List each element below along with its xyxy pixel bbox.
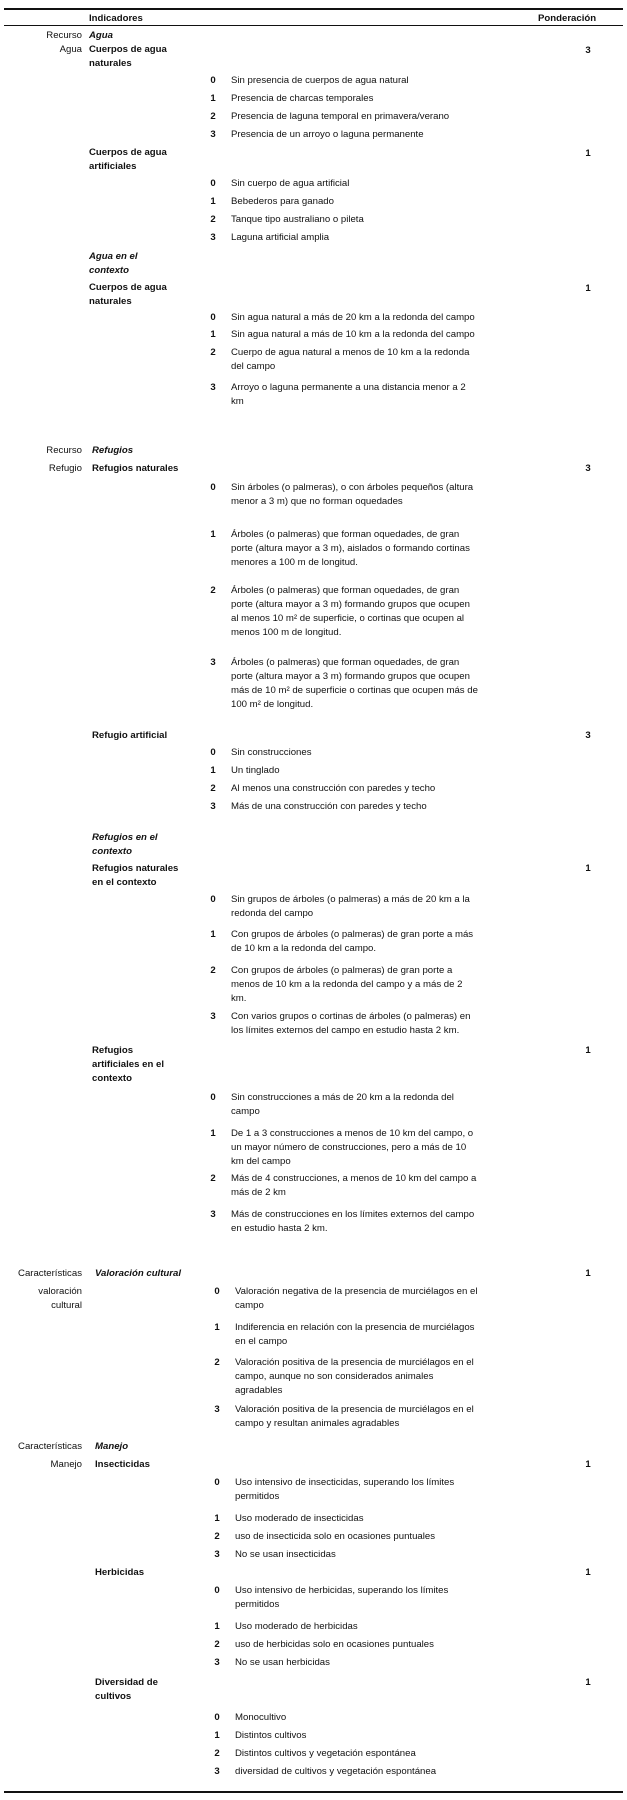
header-indicadores: Indicadores	[89, 13, 143, 24]
score-number: 1	[210, 1128, 216, 1139]
option-text: campo y resultan animales agradables	[235, 1418, 400, 1429]
option-text: menor a 3 m) que no forman oquedades	[231, 496, 403, 507]
indicator-label: Cuerpos de agua	[89, 282, 167, 293]
option-text: los límites externos del campo en estudio hasta 2 km.	[231, 1025, 460, 1036]
option-text: Más de 4 construcciones, a menos de 10 km del campo a	[231, 1173, 477, 1184]
score-number: 1	[210, 93, 216, 104]
score-number: 3	[214, 1766, 220, 1777]
score-number: 0	[210, 1092, 216, 1103]
score-number: 3	[214, 1404, 220, 1415]
option-text: Cuerpo de agua natural a menos de 10 km a la redonda	[231, 347, 470, 358]
characteristic-label: Características	[18, 1268, 82, 1279]
option-text: km.	[231, 993, 247, 1004]
weight-value: 3	[585, 730, 591, 741]
option-text: menos de 10 km a la redonda del campo y a más de 2	[231, 979, 463, 990]
score-number: 3	[210, 1209, 216, 1220]
option-text: Sin construcciones a más de 20 km a la redonda del	[231, 1092, 454, 1103]
option-text: Con varios grupos o cortinas de árboles (o palmeras) en	[231, 1011, 471, 1022]
top-rule	[4, 8, 623, 10]
option-text: diversidad de cultivos y vegetación espontánea	[235, 1766, 437, 1777]
option-text: Arroyo o laguna permanente a una distancia menor a 2	[231, 382, 466, 393]
option-text: uso de herbicidas solo en ocasiones puntuales	[235, 1639, 434, 1650]
resource-label: Refugio	[48, 463, 82, 474]
option-text: Tanque tipo australiano o pileta	[231, 214, 364, 225]
option-text: campo	[231, 1106, 260, 1117]
option-text: Con grupos de árboles (o palmeras) de gran porte a	[231, 965, 453, 976]
option-text: Distintos cultivos	[235, 1730, 307, 1741]
indicator-label: cultivos	[95, 1691, 132, 1702]
score-number: 0	[210, 312, 216, 323]
indicator-label: naturales	[89, 58, 132, 69]
option-text: Sin grupos de árboles (o palmeras) a más de 20 km a la	[231, 894, 470, 905]
context-label: Agua en el	[89, 251, 138, 262]
option-text: Bebederos para ganado	[231, 196, 334, 207]
score-number: 2	[214, 1357, 220, 1368]
option-text: porte (altura mayor a 3 m) formando grupos que ocupen	[231, 671, 470, 682]
category-label: Manejo	[95, 1441, 129, 1452]
indicator-label: artificiales en el	[92, 1059, 164, 1070]
option-text: al menos 10 m² de superficie, o cortinas que ocupen al	[231, 613, 465, 624]
option-text: Sin construcciones	[231, 747, 312, 758]
option-text: De 1 a 3 construcciones a menos de 10 km del campo, o	[231, 1128, 474, 1139]
indicator-label: Refugio artificial	[92, 730, 168, 741]
score-number: 1	[210, 765, 216, 776]
option-text: Sin agua natural a más de 20 km a la redonda del campo	[231, 312, 475, 323]
option-text: porte (altura mayor a 3 m), aislados o formando cortinas	[231, 543, 470, 554]
option-text: No se usan herbicidas	[235, 1657, 330, 1668]
option-text: en estudio hasta 2 km.	[231, 1223, 328, 1234]
option-text: más de 2 km	[231, 1187, 286, 1198]
resource-label: Recurso	[46, 30, 82, 41]
weight-value: 1	[585, 283, 591, 294]
option-text: Uso intensivo de herbicidas, superando los límites	[235, 1585, 449, 1596]
score-number: 0	[210, 75, 216, 86]
characteristic-label: Características	[18, 1441, 82, 1452]
characteristic-label: valoración	[38, 1286, 82, 1297]
indicator-label: Insecticidas	[95, 1459, 150, 1470]
score-number: 3	[214, 1657, 220, 1668]
option-text: Uso moderado de insecticidas	[235, 1513, 364, 1524]
score-number: 1	[210, 196, 216, 207]
resource-label: Agua	[59, 44, 82, 55]
indicator-label: Cuerpos de agua	[89, 147, 167, 158]
category-label: Agua	[89, 30, 113, 41]
option-text: agradables	[235, 1385, 283, 1396]
option-text: porte (altura mayor a 3 m) formando grupos que ocupen	[231, 599, 470, 610]
score-number: 3	[210, 129, 216, 140]
weight-value: 3	[585, 463, 591, 474]
option-text: de 10 km a la redonda del campo.	[231, 943, 377, 954]
indicator-label: Refugios naturales	[92, 863, 179, 874]
option-text: permitidos	[235, 1491, 280, 1502]
score-number: 3	[210, 382, 216, 393]
score-number: 3	[210, 657, 216, 668]
category-label: Valoración cultural	[95, 1268, 182, 1279]
option-text: menores a 100 m de longitud.	[231, 557, 358, 568]
option-text: Presencia de laguna temporal en primavera/verano	[231, 111, 450, 122]
indicator-label: Refugios naturales	[92, 463, 179, 474]
score-number: 0	[214, 1712, 220, 1723]
weight-value: 1	[585, 148, 591, 159]
score-number: 2	[210, 111, 216, 122]
score-number: 0	[214, 1477, 220, 1488]
score-number: 1	[214, 1621, 220, 1632]
option-text: Distintos cultivos y vegetación espontánea	[235, 1748, 416, 1759]
option-text: Un tinglado	[231, 765, 280, 776]
weight-value: 1	[585, 1567, 591, 1578]
characteristic-label: Manejo	[50, 1459, 82, 1470]
score-number: 0	[214, 1585, 220, 1596]
weight-value: 1	[585, 863, 591, 874]
option-text: Monocultivo	[235, 1712, 287, 1723]
option-text: Valoración positiva de la presencia de murciélagos en el	[235, 1357, 474, 1368]
option-text: Sin cuerpo de agua artificial	[231, 178, 350, 189]
option-text: Uso moderado de herbicidas	[235, 1621, 358, 1632]
indicator-label: en el contexto	[92, 877, 157, 888]
score-number: 3	[210, 232, 216, 243]
indicator-label: Herbicidas	[95, 1567, 145, 1578]
score-number: 1	[214, 1322, 220, 1333]
context-label: contexto	[89, 265, 129, 276]
score-number: 1	[214, 1513, 220, 1524]
score-number: 3	[210, 1011, 216, 1022]
option-text: Sin presencia de cuerpos de agua natural	[231, 75, 409, 86]
option-text: No se usan insecticidas	[235, 1549, 336, 1560]
score-number: 2	[210, 347, 216, 358]
option-text: Árboles (o palmeras) que forman oquedades, de gran	[231, 585, 460, 596]
option-text: un mayor número de construcciones, pero a más de 10	[231, 1142, 467, 1153]
option-text: Con grupos de árboles (o palmeras) de gran porte a más	[231, 929, 474, 940]
option-text: Presencia de charcas temporales	[231, 93, 374, 104]
option-text: 100 m² de longitud.	[231, 699, 314, 710]
indicator-label: naturales	[89, 296, 132, 307]
option-text: permitidos	[235, 1599, 280, 1610]
score-number: 2	[214, 1639, 220, 1650]
option-text: Presencia de un arroyo o laguna permanente	[231, 129, 424, 140]
score-number: 1	[210, 329, 216, 340]
score-number: 1	[210, 529, 216, 540]
score-number: 1	[214, 1730, 220, 1741]
option-text: Sin árboles (o palmeras), o con árboles pequeños (altura	[231, 482, 474, 493]
indicator-label: contexto	[92, 1073, 132, 1084]
option-text: Más de construcciones en los límites externos del campo	[231, 1209, 475, 1220]
option-text: redonda del campo	[231, 908, 314, 919]
score-number: 2	[214, 1531, 220, 1542]
characteristic-label: cultural	[51, 1300, 82, 1311]
score-number: 2	[210, 783, 216, 794]
option-text: Sin agua natural a más de 10 km a la redonda del campo	[231, 329, 475, 340]
indicator-label: artificiales	[89, 161, 137, 172]
option-text: Indiferencia en relación con la presencia de murciélagos	[235, 1322, 475, 1333]
option-text: en el campo	[235, 1336, 288, 1347]
score-number: 0	[210, 894, 216, 905]
score-number: 3	[210, 801, 216, 812]
header-ponderacion: Ponderación	[538, 13, 597, 24]
indicator-label: Refugios	[92, 1045, 134, 1056]
score-number: 2	[214, 1748, 220, 1759]
score-number: 2	[210, 1173, 216, 1184]
option-text: Árboles (o palmeras) que forman oquedades, de gran	[231, 529, 460, 540]
option-text: km del campo	[231, 1156, 291, 1167]
score-number: 2	[210, 214, 216, 225]
weight-value: 1	[585, 1459, 591, 1470]
weight-value: 3	[585, 45, 591, 56]
score-number: 0	[210, 747, 216, 758]
score-number: 0	[210, 482, 216, 493]
option-text: más de 10 m² de superficie o cortinas que ocupen más de	[231, 685, 478, 696]
option-text: del campo	[231, 361, 276, 372]
option-text: Laguna artificial amplia	[231, 232, 330, 243]
context-label: Refugios en el	[92, 832, 158, 843]
option-text: uso de insecticida solo en ocasiones puntuales	[235, 1531, 436, 1542]
option-text: km	[231, 396, 244, 407]
resource-label: Recurso	[46, 445, 82, 456]
option-text: campo	[235, 1300, 264, 1311]
score-number: 1	[210, 929, 216, 940]
score-number: 0	[210, 178, 216, 189]
option-text: Valoración negativa de la presencia de murciélagos en el	[235, 1286, 478, 1297]
indicator-label: Cuerpos de agua	[89, 44, 167, 55]
option-text: Árboles (o palmeras) que forman oquedades, de gran	[231, 657, 460, 668]
score-number: 2	[210, 585, 216, 596]
context-label: contexto	[92, 846, 132, 857]
category-label: Refugios	[92, 445, 134, 456]
weight-value: 1	[585, 1677, 591, 1688]
option-text: Uso intensivo de insecticidas, superando los límites	[235, 1477, 455, 1488]
weight-value: 1	[585, 1045, 591, 1056]
option-text: Al menos una construcción con paredes y techo	[231, 783, 436, 794]
score-number: 0	[214, 1286, 220, 1297]
bottom-rule	[4, 1791, 623, 1793]
score-number: 3	[214, 1549, 220, 1560]
option-text: menos 100 m de longitud.	[231, 627, 342, 638]
indicator-label: Diversidad de	[95, 1677, 158, 1688]
option-text: Valoración positiva de la presencia de murciélagos en el	[235, 1404, 474, 1415]
option-text: Más de una construcción con paredes y techo	[231, 801, 427, 812]
score-number: 2	[210, 965, 216, 976]
option-text: campo, aunque no son considerados animales	[235, 1371, 434, 1382]
weight-value: 1	[585, 1268, 591, 1279]
